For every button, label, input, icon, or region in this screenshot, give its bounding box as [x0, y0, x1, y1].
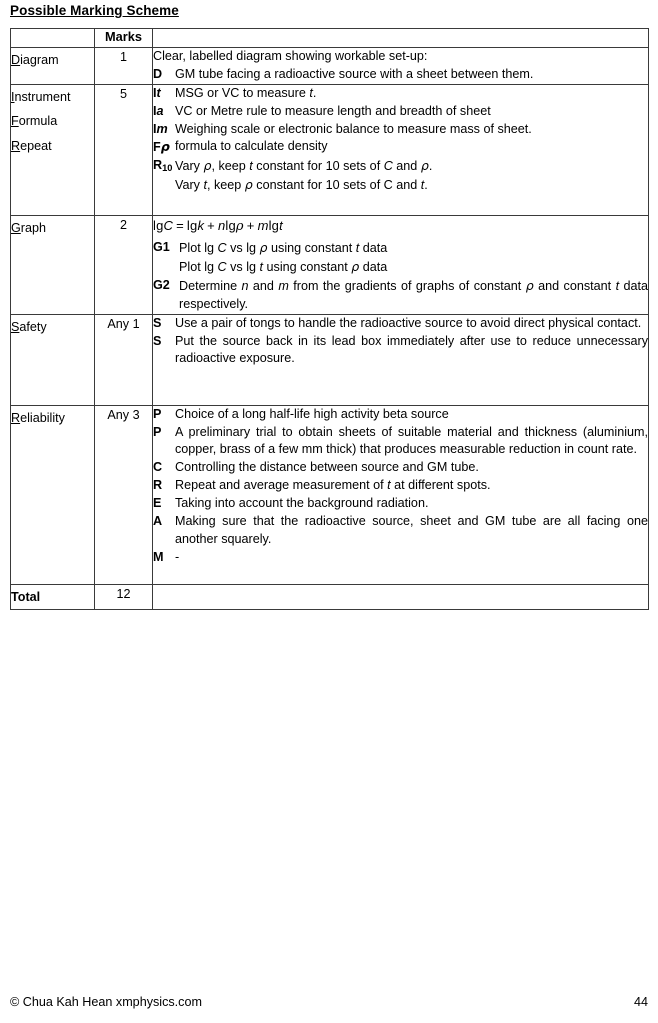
category-label [11, 315, 94, 340]
item-tag: E [153, 496, 162, 511]
category-cell-safety [11, 314, 95, 405]
page-footer [10, 995, 648, 1013]
description-item [153, 315, 648, 333]
description-item [153, 333, 648, 369]
description-line: Clear, labelled diagram showing workable set-up: [153, 49, 428, 63]
item-tag: C [153, 460, 163, 475]
table-row [11, 405, 649, 584]
description-cell-safety [153, 314, 649, 405]
footer-copyright: © Chua Kah Hean xmphysics.com [10, 995, 202, 1009]
category-label-formula [11, 109, 94, 134]
table-row [11, 84, 649, 215]
item-body: Put the source back in its lead box immediately after use to reduce unnecessary radioactive exposure. [175, 333, 648, 366]
marks-cell-instrument: 5 [95, 84, 153, 215]
description-cell-graph [153, 215, 649, 314]
category-rest: nstrument [14, 89, 71, 104]
category-rest: raph [20, 220, 47, 235]
marks-cell-safety: Any 1 [95, 314, 153, 405]
category-rest: iagram [20, 53, 59, 67]
description-item [153, 138, 648, 157]
item-body: A preliminary trial to obtain sheets of suitable material and thickness (aluminium, copper, brass of a few mm thick) that produces measurable reduction in count rate. [175, 424, 648, 457]
category-key: R [11, 138, 21, 153]
description-item [153, 477, 648, 495]
description-continuation: Plot lg C vs lg t using constant ρ data [179, 259, 388, 275]
description-cell-reliability [153, 405, 649, 584]
description-cell-instrument [153, 84, 649, 215]
item-tag: M [153, 549, 164, 564]
item-tag: Ia [153, 103, 164, 118]
description-item [153, 85, 648, 103]
table-row [11, 314, 649, 405]
graph-equation: lgC = lgk + nlgρ + mlgt [153, 217, 283, 234]
description-item [153, 424, 648, 460]
item-body: Choice of a long half-life high activity beta source [175, 406, 449, 421]
description-cell-diagram [153, 48, 649, 85]
item-tag: Fρ [153, 139, 170, 155]
total-label: Total [11, 589, 41, 604]
item-body: Use a pair of tongs to handle the radioactive source to avoid direct physical contact. [175, 315, 642, 330]
item-tag: A [153, 513, 163, 528]
item-tag: P [153, 406, 162, 421]
description-item [153, 121, 648, 139]
item-tag: It [153, 85, 161, 100]
item-body: Making sure that the radioactive source, sheet and GM tube are all facing one another squarely. [175, 513, 648, 546]
category-key: F [11, 114, 19, 129]
category-label [11, 48, 94, 73]
category-key: D [11, 53, 21, 67]
category-key: G [11, 220, 21, 235]
marks-cell-reliability: Any 3 [95, 405, 153, 584]
category-cell-graph [11, 215, 95, 314]
item-body: VC or Metre rule to measure length and breadth of sheet [175, 103, 491, 118]
item-tag: P [153, 424, 162, 439]
category-label [11, 216, 94, 241]
description-continuation: Vary t, keep ρ constant for 10 sets of C and t. [175, 177, 428, 193]
category-rest: ormula [18, 114, 58, 129]
item-body: MSG or VC to measure t. [175, 85, 317, 100]
category-label-repeat [11, 134, 94, 159]
item-body: GM tube facing a radioactive source with a sheet between them. [175, 66, 534, 81]
item-body: Controlling the distance between source and GM tube. [175, 460, 479, 475]
item-body: formula to calculate density [175, 139, 328, 154]
item-tag: S [153, 315, 162, 330]
item-body: Vary ρ, keep t constant for 10 sets of C and ρ. [175, 158, 433, 174]
marking-scheme-table [10, 28, 649, 610]
description-item [153, 406, 648, 424]
category-label [11, 406, 94, 431]
page-title: Possible Marking Scheme [10, 3, 179, 18]
item-body: Determine n and m from the gradients of graphs of constant ρ and constant t data respectively. [179, 277, 648, 311]
description-cell-total [153, 584, 649, 610]
description-item [153, 103, 648, 121]
header-marks: Marks [95, 29, 153, 48]
item-tag: D [153, 66, 163, 81]
table-row-total [11, 584, 649, 610]
item-tag: G1 [153, 240, 170, 255]
item-body: Weighing scale or electronic balance to measure mass of sheet. [175, 121, 532, 136]
category-key: S [11, 319, 20, 334]
category-label-instrument [11, 85, 94, 110]
category-key: I [11, 89, 15, 104]
marks-cell-diagram: 1 [95, 48, 153, 85]
header-description [153, 29, 649, 48]
item-body: Plot lg C vs lg ρ using constant t data [179, 240, 388, 256]
description-item [153, 549, 648, 567]
category-cell-diagram [11, 48, 95, 85]
item-tag: Im [153, 121, 168, 136]
category-key: R [11, 410, 21, 425]
item-tag: S [153, 333, 162, 348]
table-row [11, 48, 649, 85]
description-item [153, 157, 648, 176]
description-item [153, 239, 648, 258]
item-tag: $R_{10}$ [153, 158, 173, 174]
item-tag: R [153, 478, 163, 493]
description-item [153, 66, 648, 84]
marks-cell-graph: 2 [95, 215, 153, 314]
description-item [153, 495, 648, 513]
marks-cell-total: 12 [95, 584, 153, 610]
category-rest: eliability [20, 410, 65, 425]
footer-page-number: 44 [633, 995, 648, 1009]
item-body: - [175, 549, 180, 564]
category-rest: afety [19, 319, 47, 334]
category-cell-instrument [11, 84, 95, 215]
table-row [11, 215, 649, 314]
description-item [153, 513, 648, 549]
category-cell-total [11, 584, 95, 610]
item-body: Repeat and average measurement of t at different spots. [175, 478, 491, 493]
category-cell-reliability [11, 405, 95, 584]
description-item [153, 277, 648, 314]
category-rest: epeat [20, 138, 52, 153]
item-body: Taking into account the background radiation. [175, 496, 429, 511]
item-tag: G2 [153, 277, 170, 292]
header-category [11, 29, 95, 48]
table-header-row [11, 29, 649, 48]
description-item [153, 459, 648, 477]
